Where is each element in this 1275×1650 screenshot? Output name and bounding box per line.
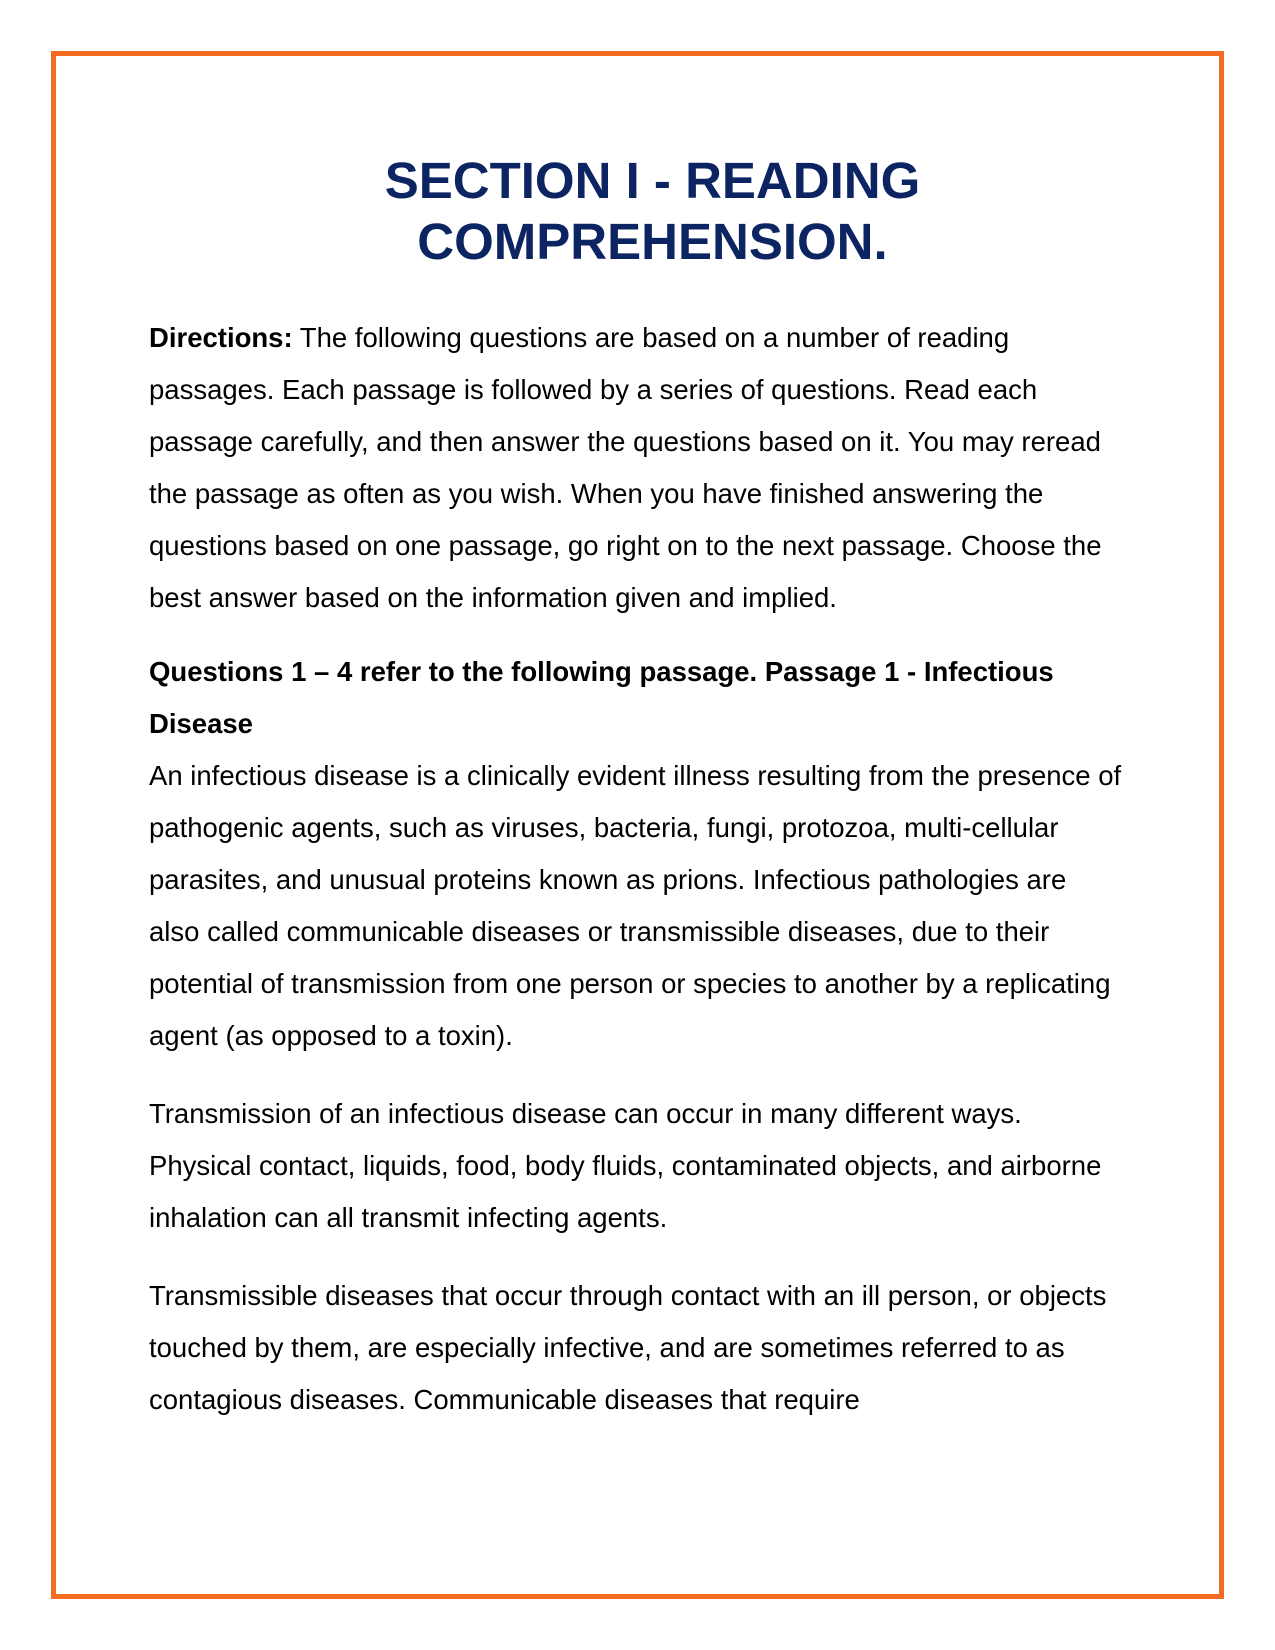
passage-paragraph-1: An infectious disease is a clinically evident illness resulting from the presence of pathogenic agents, such as viruses, bacteria, fungi, protozoa, multi-cellular parasites, and unusual proteins known as prions. Infectious pathologies are also called communicable diseases or transmissible diseases, due to their potential of transmission from one person or species to another by a replicating agent (as opposed to a toxin). [149,760,1122,1051]
directions-paragraph [149,312,1124,624]
section-title-line-1: SECTION I - READING [384,152,921,209]
document-body [149,150,1124,1426]
passage-heading: Questions 1 – 4 refer to the following passage. Passage 1 - Infectious Disease [149,656,1054,739]
directions-label: Directions: [149,322,293,353]
directions-text: The following questions are based on a number of reading passages. Each passage is followed by a series of questions. Read each passage carefully, and then answer the questions based on it. You may reread the passage as often as you wish. When you have finished answering the questions based on one passage, go right on to the next passage. Choose the best answer based on the information given and implied. [149,322,1102,613]
passage-paragraph-3: Transmissible diseases that occur through contact with an ill person, or objects touched by them, are especially infective, and are sometimes referred to as contagious diseases. Communicable diseases that require [149,1280,1107,1415]
passage-paragraph-2: Transmission of an infectious disease can occur in many different ways. Physical contact, liquids, food, body fluids, contaminated objects, and airborne inhalation can all transmit infecting agents. [149,1098,1102,1233]
section-title-line-2: COMPREHENSION. [417,213,888,270]
section-title [149,150,1124,272]
